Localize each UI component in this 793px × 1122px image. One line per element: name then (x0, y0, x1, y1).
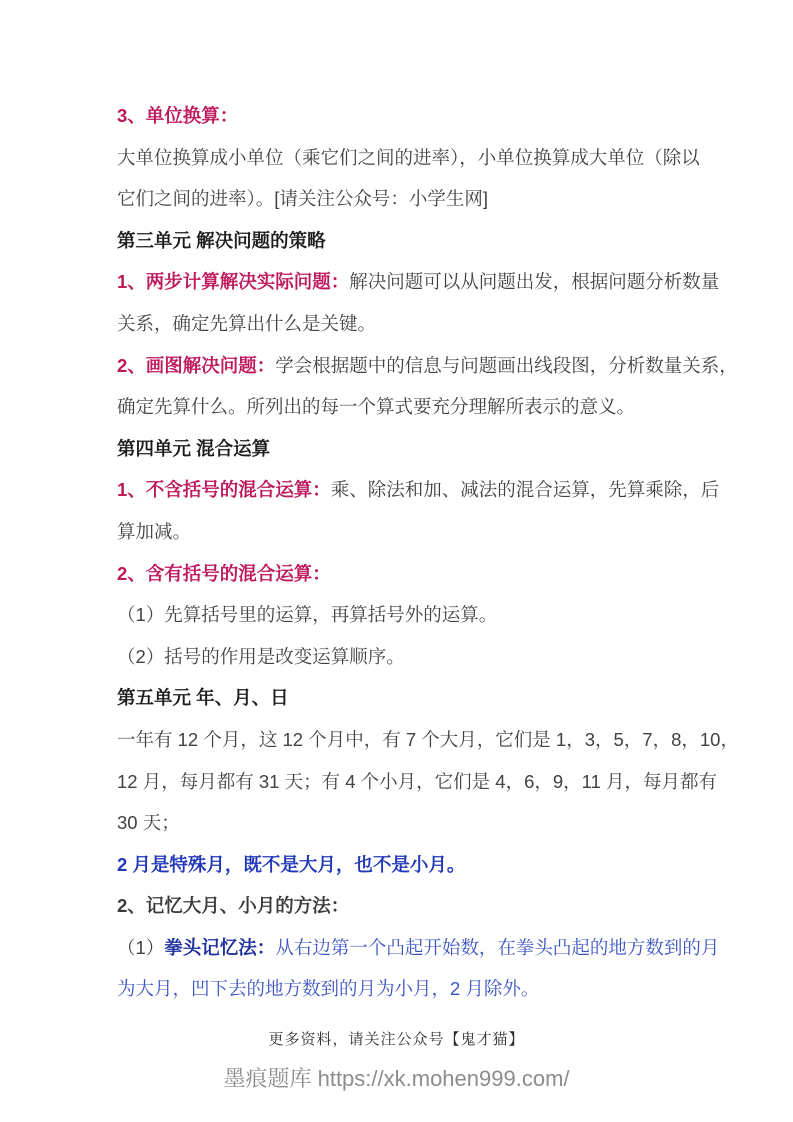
text-segment: 第三单元 解决问题的策略 (117, 229, 326, 251)
text-line (117, 677, 677, 719)
text-line (117, 553, 677, 595)
document-body (117, 95, 739, 1010)
text-line (117, 469, 720, 511)
text-segment: 12 月，每月都有 31 天；有 4 个小月，它们是 4，6，9，11 月，每月都有 (117, 770, 717, 792)
text-line (117, 220, 677, 262)
text-segment: （1） (117, 936, 165, 958)
text-line (117, 719, 739, 761)
text-line (117, 636, 677, 678)
text-line (117, 386, 677, 428)
text-line (117, 178, 677, 220)
text-line (117, 594, 677, 636)
text-segment: 从右边第一个凸起开始数，在拳头凸起的地方数到的月 (275, 936, 720, 958)
text-segment: 为大月，凹下去的地方数到的月为小月，2 月除外。 (117, 978, 540, 1000)
text-segment: 1、不含括号的混合运算： (117, 479, 331, 501)
text-line (117, 261, 720, 303)
text-line (117, 927, 720, 969)
text-segment: 第五单元 年、月、日 (117, 687, 289, 709)
text-segment: 一年有 12 个月，这 12 个月中，有 7 个大月，它们是 1，3，5，7，8，10， (117, 728, 739, 750)
text-segment: 2 月是特殊月，既不是大月，也不是小月。 (117, 853, 466, 875)
text-segment: 第四单元 混合运算 (117, 437, 271, 459)
text-segment: （1）先算括号里的运算，再算括号外的运算。 (117, 604, 498, 626)
text-segment: 2、记忆大月、小月的方法： (117, 895, 350, 917)
text-segment: 乘、除法和加、减法的混合运算，先算乘除，后 (330, 479, 720, 501)
text-line (117, 511, 677, 553)
text-line (117, 95, 677, 137)
text-segment: 确定先算什么。所列出的每一个算式要充分理解所表示的意义。 (117, 396, 636, 418)
text-line (117, 844, 677, 886)
text-line (117, 303, 677, 345)
text-line (117, 345, 738, 387)
text-segment: 拳头记忆法： (164, 936, 276, 958)
text-line (117, 885, 677, 927)
text-segment: 2、含有括号的混合运算： (117, 562, 331, 584)
text-line (117, 137, 700, 179)
footer-note: 更多资料，请关注公众号【鬼才猫】 (268, 1032, 525, 1048)
text-segment: 算加减。 (117, 520, 192, 542)
text-segment: 30 天； (117, 812, 180, 834)
text-line (117, 968, 677, 1010)
text-segment: 解决问题可以从问题出发，根据问题分析数量 (349, 271, 720, 293)
text-line (117, 802, 677, 844)
text-segment: 它们之间的进率）。[请关注公众号：小学生网] (117, 188, 489, 210)
text-segment: 3、单位换算： (117, 105, 239, 126)
text-segment: 关系，确定先算出什么是关键。 (117, 312, 377, 334)
text-segment: 学会根据题中的信息与问题画出线段图，分析数量关系， (275, 354, 738, 376)
text-line (117, 428, 677, 470)
text-line (117, 761, 717, 803)
text-segment: 2、画图解决问题： (117, 354, 276, 376)
text-segment: 大单位换算成小单位（乘它们之间的进率），小单位换算成大单位（除以 (117, 146, 700, 168)
footer-source-url: 墨痕题库 https://xk.mohen999.com/ (223, 1066, 570, 1091)
text-segment: 1、两步计算解决实际问题： (117, 271, 350, 293)
text-segment: （2）括号的作用是改变运算顺序。 (117, 645, 405, 667)
